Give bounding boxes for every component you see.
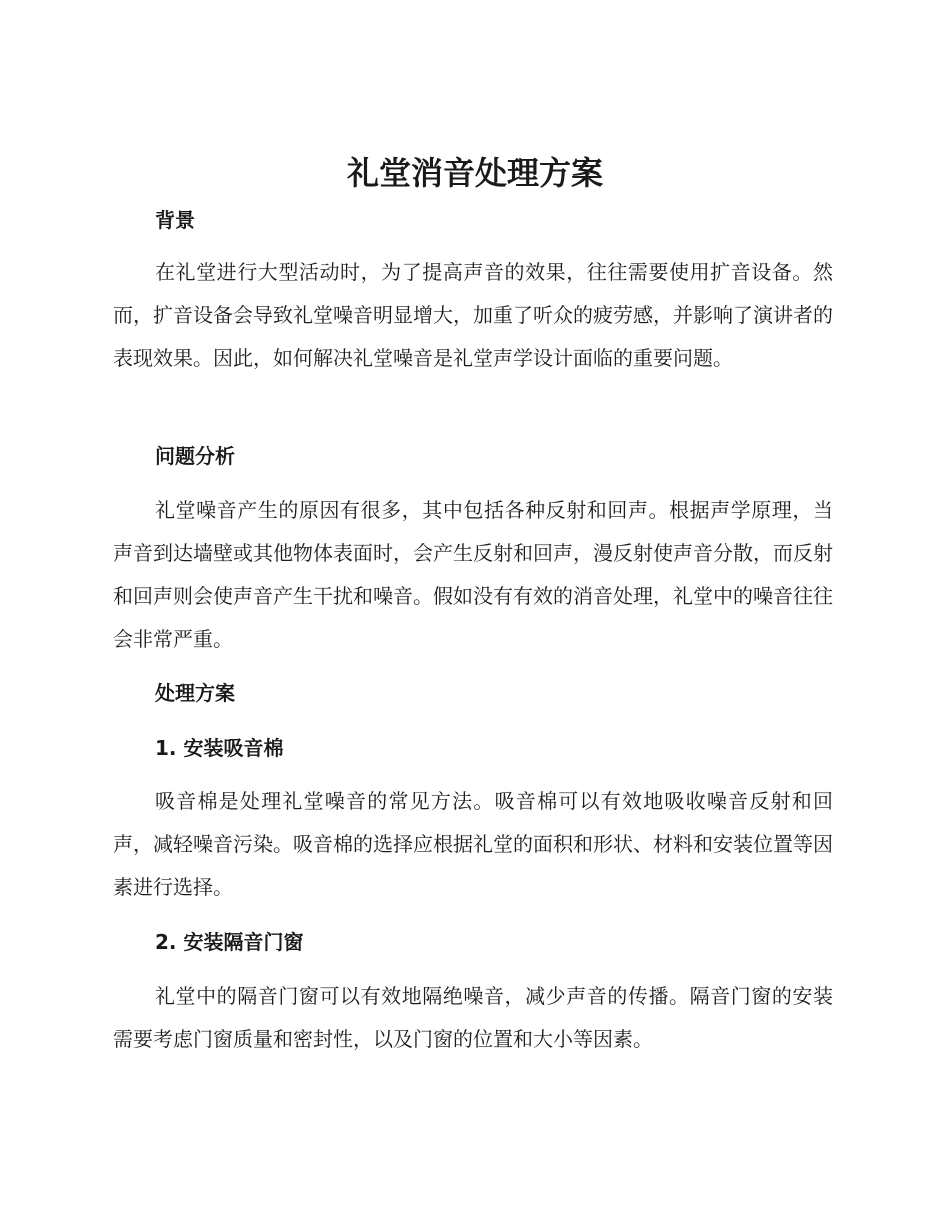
section-heading-soundproof-doors-windows: 2. 安装隔音门窗 [155, 930, 304, 954]
section-paragraph-problem-analysis: 礼堂噪音产生的原因有很多，其中包括各种反射和回声。根据声学原理，当声音到达墙壁或其他物体表面时，会产生反射和回声，漫反射使声音分散，而反射和回声则会使声音产生干扰和噪音。假如没有有效的消音处理，礼堂中的噪音往往会非常严重。 [113, 498, 833, 651]
section-heading-background: 背景 [155, 208, 195, 232]
section-paragraph-sound-absorbing-cotton: 吸音棉是处理礼堂噪音的常见方法。吸音棉可以有效地吸收噪音反射和回声，减轻噪音污染。吸音棉的选择应根据礼堂的面积和形状、材料和安装位置等因素进行选择。 [113, 789, 833, 899]
section-paragraph-background: 在礼堂进行大型活动时，为了提高声音的效果，往往需要使用扩音设备。然而，扩音设备会导致礼堂噪音明显增大，加重了听众的疲劳感，并影响了演讲者的表现效果。因此，如何解决礼堂噪音是礼堂声学设计面临的重要问题。 [113, 260, 833, 370]
section-heading-sound-absorbing-cotton: 1. 安装吸音棉 [155, 736, 284, 760]
document-title: 礼堂消音处理方案 [346, 154, 603, 192]
section-heading-solution: 处理方案 [155, 681, 235, 705]
section-heading-problem-analysis: 问题分析 [155, 444, 235, 468]
section-paragraph-soundproof-doors-windows: 礼堂中的隔音门窗可以有效地隔绝噪音，减少声音的传播。隔音门窗的安装需要考虑门窗质量和密封性，以及门窗的位置和大小等因素。 [113, 984, 833, 1051]
